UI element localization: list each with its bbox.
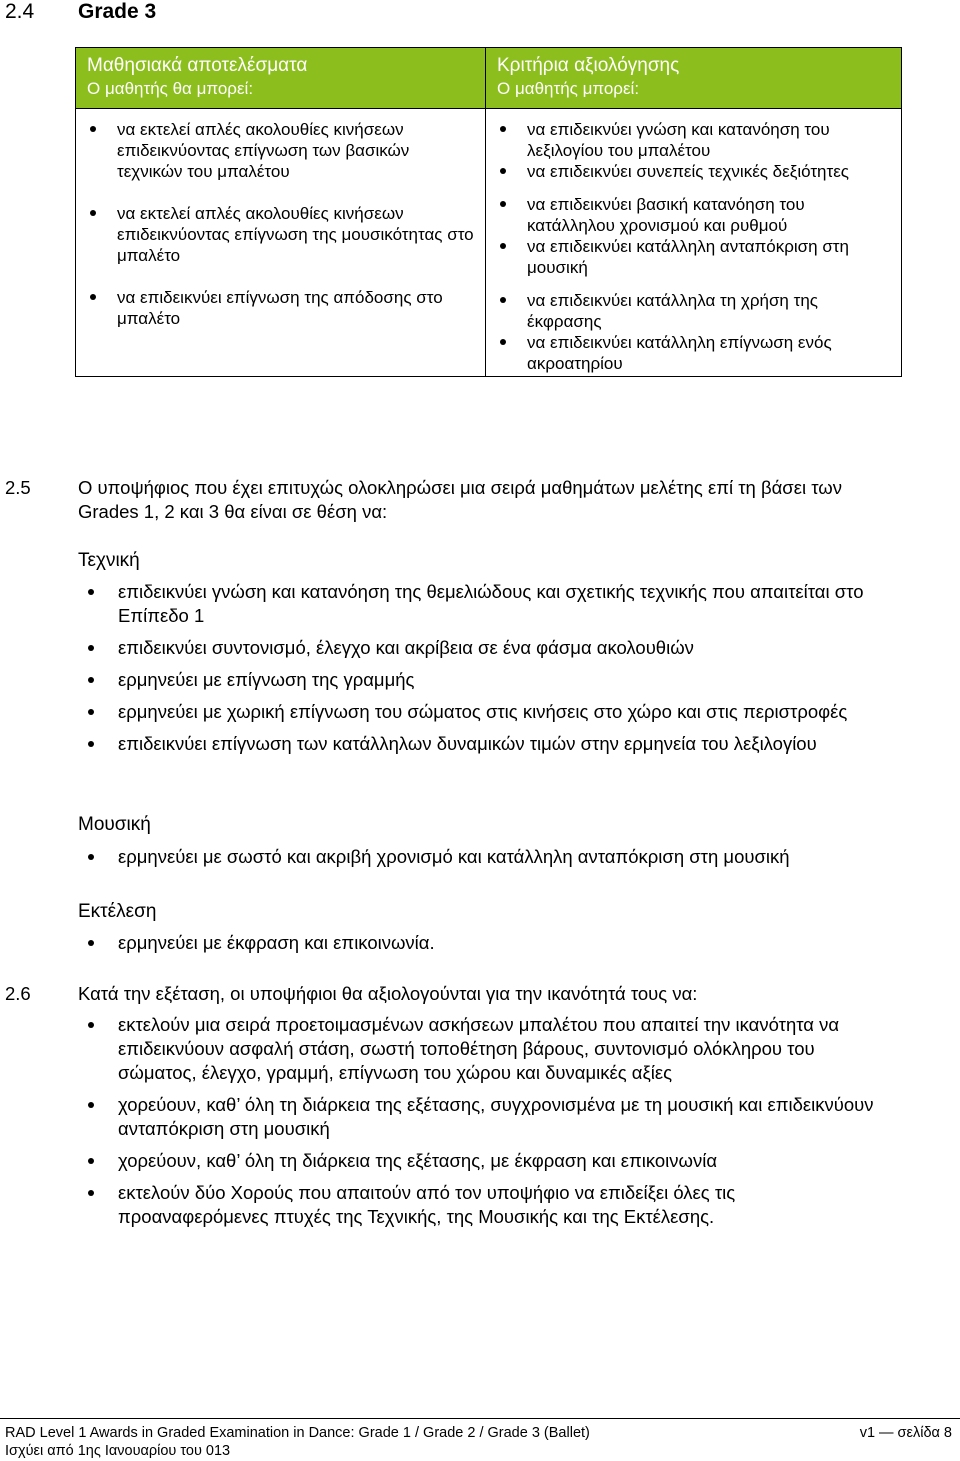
bullet-icon xyxy=(90,210,96,216)
list-item: επιδεικνύει συντονισμό, έλεγχο και ακρίβεια σε ένα φάσμα ακολουθιών xyxy=(78,636,878,660)
list-item: ερμηνεύει με επίγνωση της γραμμής xyxy=(78,668,878,692)
footer-divider xyxy=(0,1418,960,1419)
section-number: 2.6 xyxy=(5,983,31,1004)
list-item: να επιδεικνύει κατάλληλη επίγνωση ενός ακροατηρίου xyxy=(497,332,893,374)
list-item: εκτελούν δύο Χορούς που απαιτούν από τον υποψήφιο να επιδείξει όλες τις προαναφερόμενες πτυχές της Τεχνικής, της Μουσικής και της Εκτέλεσης. xyxy=(78,1181,878,1229)
footer-effective-date: Ισχύει από 1ης Ιανουαρίου του 013 xyxy=(5,1443,231,1459)
criteria-list xyxy=(497,119,893,374)
list-item: να εκτελεί απλές ακολουθίες κινήσεων επιδεικνύοντας επίγνωση της μουσικότητας στο μπαλέτο xyxy=(87,203,477,266)
bullet-icon xyxy=(88,940,94,946)
outcomes-subtitle: Ο μαθητής θα μπορεί: xyxy=(87,79,254,98)
technique-title: Τεχνική xyxy=(78,550,140,571)
outcomes-header xyxy=(76,48,486,109)
section-number: 2.4 xyxy=(5,0,35,23)
footer-title: RAD Level 1 Awards in Graded Examination in Dance: Grade 1 / Grade 2 / Grade 3 (Ballet) xyxy=(5,1425,590,1441)
bullet-icon xyxy=(90,294,96,300)
bullet-icon xyxy=(500,297,506,303)
criteria-header xyxy=(486,48,902,109)
list-item: εκτελούν μια σειρά προετοιμασμένων ασκήσεων μπαλέτου που απαιτεί την ικανότητα να επιδεικνύουν ασφαλή στάση, σωστή τοποθέτηση βάρους, συντονισμό ολόκληρου του σώματος, έλεγχο, γραμμή, επίγνωση του χώρου και δυναμικές αξίες xyxy=(78,1013,878,1085)
list-item: χορεύουν, καθ’ όλη τη διάρκεια της εξέτασης, συγχρονισμένα με τη μουσική και επιδεικνύουν ανταπόκριση στη μουσική xyxy=(78,1093,878,1141)
bullet-icon xyxy=(90,126,96,132)
bullet-icon xyxy=(88,1022,94,1028)
performance-list xyxy=(78,931,878,963)
bullet-icon xyxy=(500,201,506,207)
criteria-cell xyxy=(486,109,902,377)
list-item: επιδεικνύει γνώση και κατανόηση της θεμελιώδους και σχετικής τεχνικής που απαιτείται στο Επίπεδο 1 xyxy=(78,580,878,628)
footer-page-number: v1 — σελίδα 8 xyxy=(859,1425,952,1441)
list-item: να επιδεικνύει κατάλληλα τη χρήση της έκφρασης xyxy=(497,290,893,332)
list-item: να επιδεικνύει γνώση και κατανόηση του λεξιλογίου του μπαλέτου xyxy=(497,119,893,161)
music-list xyxy=(78,845,878,877)
list-item: να επιδεικνύει επίγνωση της απόδοσης στο μπαλέτο xyxy=(87,287,477,329)
bullet-icon xyxy=(88,1158,94,1164)
section-number: 2.5 xyxy=(5,477,31,498)
bullet-icon xyxy=(500,126,506,132)
outcomes-title: Μαθησιακά αποτελέσματα xyxy=(87,55,308,76)
bullet-icon xyxy=(88,1190,94,1196)
list-item: να επιδεικνύει βασική κατανόηση του κατάλληλου χρονισμού και ρυθμού xyxy=(497,194,893,236)
bullet-icon xyxy=(88,709,94,715)
section-title: Grade 3 xyxy=(78,0,157,23)
technique-list xyxy=(78,580,878,764)
list-item: επιδεικνύει επίγνωση των κατάλληλων δυναμικών τιμών στην ερμηνεία του λεξιλογίου xyxy=(78,732,878,756)
list-item: να επιδεικνύει κατάλληλη ανταπόκριση στη μουσική xyxy=(497,236,893,278)
list-item: να εκτελεί απλές ακολουθίες κινήσεων επιδεικνύοντας επίγνωση των βασικών τεχνικών του μπαλέτου xyxy=(87,119,477,182)
bullet-icon xyxy=(88,589,94,595)
bullet-icon xyxy=(88,1102,94,1108)
list-item: ερμηνεύει με χωρική επίγνωση του σώματος στις κινήσεις στο χώρο και στις περιστροφές xyxy=(78,700,878,724)
list-item: ερμηνεύει με σωστό και ακριβή χρονισμό και κατάλληλη ανταπόκριση στη μουσική xyxy=(78,845,878,869)
outcomes-cell xyxy=(76,109,486,377)
list-item: χορεύουν, καθ’ όλη τη διάρκεια της εξέτασης, με έκφραση και επικοινωνία xyxy=(78,1149,878,1173)
assessment-list xyxy=(78,1013,878,1237)
section-lead: Κατά την εξέταση, οι υποψήφιοι θα αξιολογούνται για την ικανότητά τους να: xyxy=(78,983,698,1004)
bullet-icon xyxy=(88,645,94,651)
bullet-icon xyxy=(88,854,94,860)
bullet-icon xyxy=(500,168,506,174)
bullet-icon xyxy=(88,741,94,747)
list-item: ερμηνεύει με έκφραση και επικοινωνία. xyxy=(78,931,878,955)
criteria-title: Κριτήρια αξιολόγησης xyxy=(497,55,680,76)
bullet-icon xyxy=(500,339,506,345)
bullet-icon xyxy=(500,243,506,249)
bullet-icon xyxy=(88,677,94,683)
outcomes-table xyxy=(75,47,902,377)
criteria-subtitle: Ο μαθητής μπορεί: xyxy=(497,79,640,98)
music-title: Μουσική xyxy=(78,814,151,835)
list-item: να επιδεικνύει συνεπείς τεχνικές δεξιότητες xyxy=(497,161,893,182)
outcomes-list xyxy=(87,119,477,329)
performance-title: Εκτέλεση xyxy=(78,901,157,922)
section-lead: Ο υποψήφιος που έχει επιτυχώς ολοκληρώσει μια σειρά μαθημάτων μελέτης επί τη βάσει των Grades 1, 2 και 3 θα είναι σε θέση να: xyxy=(78,477,842,522)
